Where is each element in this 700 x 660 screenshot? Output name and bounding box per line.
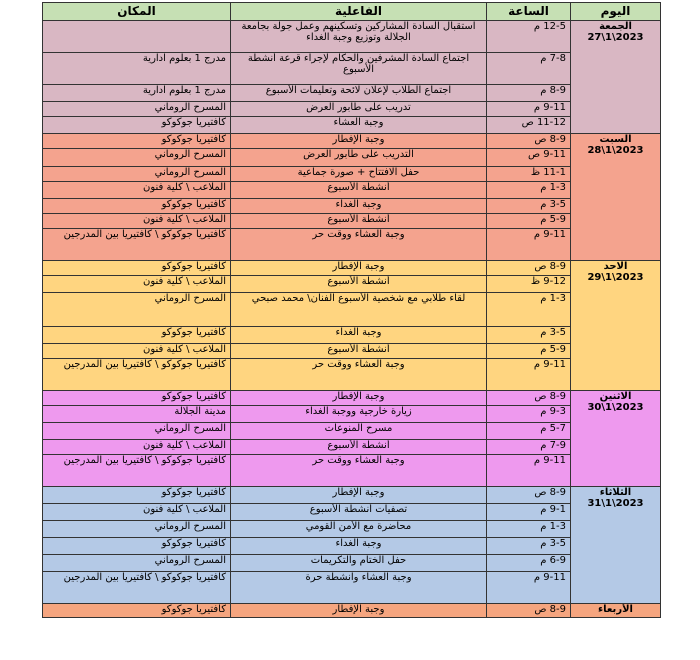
time-cell: 5-7 م: [487, 423, 571, 440]
place-cell: المسرح الروماني: [43, 149, 231, 167]
place-cell: كافتيريا جوكوكو: [43, 117, 231, 134]
schedule-table: [42, 2, 661, 618]
time-cell: 1-3 م: [487, 182, 571, 199]
header-place: المكان: [43, 3, 231, 21]
place-cell: مدينة الجلالة: [43, 406, 231, 423]
time-cell: 8-9 ص: [487, 261, 571, 276]
time-cell: 1-3 م: [487, 293, 571, 327]
table-row: [43, 53, 661, 85]
place-cell: الملاعب \ كلية فنون: [43, 182, 231, 199]
time-cell: 9-11 ص: [487, 149, 571, 167]
place-cell: المسرح الروماني: [43, 423, 231, 440]
place-cell: كافتيريا جوكوكو \ كافتيريا بين المدرجين: [43, 229, 231, 261]
time-cell: 8-9 ص: [487, 391, 571, 406]
table-row: [43, 293, 661, 327]
time-cell: 9-3 م: [487, 406, 571, 423]
place-cell: كافتيريا جوكوكو: [43, 134, 231, 149]
place-cell: كافتيريا جوكوكو: [43, 261, 231, 276]
place-cell: المسرح الروماني: [43, 167, 231, 182]
activity-cell: وجبة الغداء: [231, 199, 487, 214]
table-row: [43, 182, 661, 199]
place-cell: مدرج 1 بعلوم ادارية: [43, 53, 231, 85]
table-row: [43, 261, 661, 276]
table-row: [43, 359, 661, 391]
table-row: [43, 21, 661, 53]
activity-cell: أنشطة الأسبوع: [231, 344, 487, 359]
header-activity: الفاعلية: [231, 3, 487, 21]
place-cell: الملاعب \ كلية فنون: [43, 276, 231, 293]
time-cell: 3-5 م: [487, 327, 571, 344]
day-name: الاثنين: [599, 391, 632, 402]
table-row: [43, 391, 661, 406]
place-cell: المسرح الروماني: [43, 521, 231, 538]
place-cell: مدرج 1 بعلوم ادارية: [43, 85, 231, 102]
table-row: [43, 455, 661, 487]
activity-cell: وجبة الإفطار: [231, 604, 487, 618]
activity-cell: مسرح المنوعات: [231, 423, 487, 440]
day-cell: [571, 487, 661, 604]
table-row: [43, 229, 661, 261]
place-cell: الملاعب \ كلية فنون: [43, 440, 231, 455]
place-cell: كافتيريا جوكوكو: [43, 604, 231, 618]
activity-cell: حفل الافتتاح + صورة جماعية: [231, 167, 487, 182]
activity-cell: وجبة الإفطار: [231, 134, 487, 149]
activity-cell: التدريب على طابور العرض: [231, 149, 487, 167]
activity-cell: لقاء طلابي مع شخصية الأسبوع الفنان\ محمد صبحي: [231, 293, 487, 327]
activity-cell: وجبة الإفطار: [231, 261, 487, 276]
table-row: [43, 521, 661, 538]
table-row: [43, 423, 661, 440]
header-row: [43, 3, 661, 21]
activity-cell: أنشطة الأسبوع: [231, 440, 487, 455]
activity-cell: وجبة العشاء وانشطة حرة: [231, 572, 487, 604]
table-row: [43, 85, 661, 102]
table-row: [43, 504, 661, 521]
day-name: الاحد: [603, 261, 628, 272]
activity-cell: اجتماع السادة المشرفين والحكام لإجراء قرعة أنشطة الأسبوع: [231, 53, 487, 85]
table-row: [43, 327, 661, 344]
table-row: [43, 214, 661, 229]
time-cell: 9-11 م: [487, 455, 571, 487]
time-cell: 7-9 م: [487, 440, 571, 455]
table-row: [43, 134, 661, 149]
schedule-body: [43, 21, 661, 618]
day-date: 2023\1\31: [587, 498, 644, 509]
time-cell: 3-5 م: [487, 538, 571, 555]
table-row: [43, 344, 661, 359]
time-cell: 9-11 م: [487, 572, 571, 604]
time-cell: 8-9 ص: [487, 134, 571, 149]
day-date: 2023\1\30: [587, 402, 644, 413]
time-cell: 8-9 ص: [487, 604, 571, 618]
time-cell: 9-12 ظ: [487, 276, 571, 293]
time-cell: 11-1 ظ: [487, 167, 571, 182]
day-cell: [571, 604, 661, 618]
place-cell: كافتيريا جوكوكو: [43, 538, 231, 555]
header-time: الساعة: [487, 3, 571, 21]
place-cell: المسرح الروماني: [43, 555, 231, 572]
activity-cell: تصفيات أنشطة الأسبوع: [231, 504, 487, 521]
day-date: 2023\1\27: [587, 32, 644, 43]
activity-cell: استقبال السادة المشاركين وتسكينهم وعمل جولة بجامعة الجلالة وتوزيع وجبة الغداء: [231, 21, 487, 53]
table-row: [43, 538, 661, 555]
activity-cell: وجبة العشاء ووقت حر: [231, 455, 487, 487]
time-cell: 9-11 م: [487, 102, 571, 117]
activity-cell: وجبة العشاء ووقت حر: [231, 229, 487, 261]
place-cell: كافتيريا جوكوكو: [43, 199, 231, 214]
activity-cell: اجتماع الطلاب لإعلان لائحة وتعليمات الأسبوع: [231, 85, 487, 102]
table-row: [43, 199, 661, 214]
day-name: الأربعاء: [598, 604, 633, 615]
time-cell: 8-9 ص: [487, 487, 571, 504]
activity-cell: أنشطة الأسبوع: [231, 182, 487, 199]
time-cell: 5-9 م: [487, 344, 571, 359]
activity-cell: وجبة الإفطار: [231, 487, 487, 504]
day-name: السبت: [599, 134, 632, 145]
place-cell: المسرح الروماني: [43, 293, 231, 327]
table-row: [43, 572, 661, 604]
place-cell: كافتيريا جوكوكو: [43, 327, 231, 344]
day-date: 2023\1\28: [587, 145, 644, 156]
header-day: اليوم: [571, 3, 661, 21]
table-row: [43, 276, 661, 293]
time-cell: 7-8 م: [487, 53, 571, 85]
table-row: [43, 487, 661, 504]
place-cell: كافتيريا جوكوكو \ كافتيريا بين المدرجين: [43, 359, 231, 391]
time-cell: 12-5 م: [487, 21, 571, 53]
time-cell: 6-9 م: [487, 555, 571, 572]
activity-cell: أنشطة الأسبوع: [231, 276, 487, 293]
time-cell: 1-3 م: [487, 521, 571, 538]
activity-cell: وجبة العشاء ووقت حر: [231, 359, 487, 391]
place-cell: كافتيريا جوكوكو \ كافتيريا بين المدرجين: [43, 455, 231, 487]
time-cell: 8-9 م: [487, 85, 571, 102]
table-row: [43, 149, 661, 167]
time-cell: 9-11 م: [487, 359, 571, 391]
activity-cell: وجبة الغداء: [231, 538, 487, 555]
place-cell: [43, 21, 231, 53]
table-row: [43, 555, 661, 572]
day-date: 2023\1\29: [587, 272, 644, 283]
table-row: [43, 167, 661, 182]
day-cell: [571, 261, 661, 391]
activity-cell: زيارة خارجية ووجبة الغداء: [231, 406, 487, 423]
table-row: [43, 117, 661, 134]
place-cell: الملاعب \ كلية فنون: [43, 504, 231, 521]
activity-cell: تدريب على طابور العرض: [231, 102, 487, 117]
table-row: [43, 406, 661, 423]
time-cell: 11-12 ص: [487, 117, 571, 134]
day-name: الجمعة: [599, 21, 632, 32]
table-row: [43, 440, 661, 455]
day-cell: [571, 134, 661, 261]
place-cell: الملاعب \ كلية فنون: [43, 214, 231, 229]
place-cell: الملاعب \ كلية فنون: [43, 344, 231, 359]
time-cell: 9-11 م: [487, 229, 571, 261]
activity-cell: وجبة الغداء: [231, 327, 487, 344]
place-cell: كافتيريا جوكوكو: [43, 487, 231, 504]
activity-cell: وجبة الإفطار: [231, 391, 487, 406]
day-name: الثلاثاء: [599, 487, 632, 498]
activity-cell: محاضرة مع الأمن القومي: [231, 521, 487, 538]
place-cell: كافتيريا جوكوكو \ كافتيريا بين المدرجين: [43, 572, 231, 604]
time-cell: 3-5 م: [487, 199, 571, 214]
day-cell: [571, 391, 661, 487]
time-cell: 9-1 م: [487, 504, 571, 521]
table-row: [43, 604, 661, 618]
table-row: [43, 102, 661, 117]
day-cell: [571, 21, 661, 134]
place-cell: كافتيريا جوكوكو: [43, 391, 231, 406]
activity-cell: حفل الختام والتكريمات: [231, 555, 487, 572]
place-cell: المسرح الروماني: [43, 102, 231, 117]
time-cell: 5-9 م: [487, 214, 571, 229]
activity-cell: أنشطة الأسبوع: [231, 214, 487, 229]
activity-cell: وجبة العشاء: [231, 117, 487, 134]
